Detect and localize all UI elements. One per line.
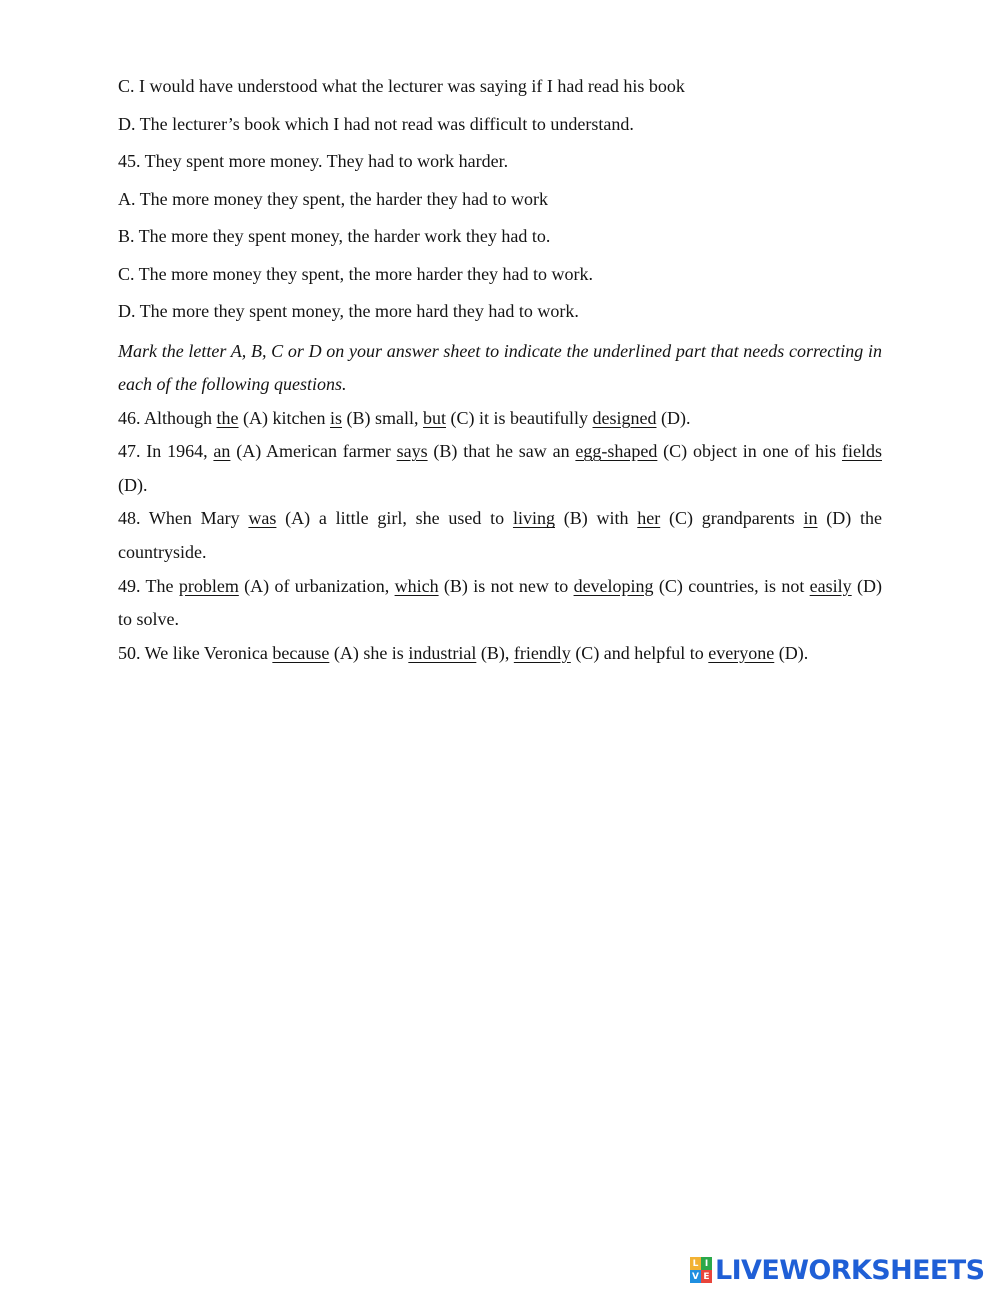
q47-underlined-a: an [213, 441, 231, 462]
liveworksheets-logo[interactable] [690, 1254, 984, 1286]
question-50 [118, 637, 882, 671]
q46-text-4: (C) it is beautifully [446, 407, 593, 428]
q46-underlined-c: but [423, 407, 447, 428]
q48-text-4: (C) grandparents [660, 508, 804, 529]
q50-text-4: (C) and helpful to [570, 642, 709, 663]
question-45: 45. They spent more money. They had to work harder. [118, 151, 509, 171]
q46-text-1: 46. Although [118, 407, 217, 428]
question-49 [118, 570, 882, 637]
q49-underlined-a: problem [178, 575, 239, 596]
q47-text-5: (D). [118, 474, 148, 495]
option-44d: D. The lecturer’s book which I had not read was difficult to understand. [118, 113, 634, 134]
q48-text-2: (A) a little girl, she used to [276, 508, 513, 529]
q48-underlined-d: in [803, 508, 818, 529]
q50-underlined-b: industrial [408, 642, 477, 663]
logo-tile-e: E [701, 1270, 712, 1283]
q50-underlined-a: because [272, 642, 330, 663]
q47-underlined-b: says [396, 441, 428, 462]
liveworksheets-logo-text: LIVEWORKSHEETS [715, 1254, 985, 1286]
question-46 [118, 402, 882, 436]
option-45c: C. The more money they spent, the more harder they had to work. [118, 263, 594, 284]
liveworksheets-logo-icon [690, 1257, 712, 1283]
q49-text-4: (C) countries, is not [653, 575, 810, 596]
q47-underlined-c: egg-shaped [575, 441, 658, 462]
option-45a: A. The more money they spent, the harder they had to work [118, 188, 549, 209]
q48-text-1: 48. When Mary [118, 508, 249, 529]
q47-text-4: (C) object in one of his [657, 441, 842, 462]
q48-underlined-a: was [248, 508, 277, 529]
q49-text-3: (B) is not new to [438, 575, 574, 596]
q48-text-5: (D) the countryside. [118, 508, 882, 563]
q46-text-3: (B) small, [342, 407, 423, 428]
document-page [118, 72, 882, 670]
q47-text-1: 47. In 1964, [118, 441, 214, 462]
q49-text-1: 49. The [118, 575, 179, 596]
q48-underlined-c: her [637, 508, 661, 529]
q46-underlined-d: designed [592, 407, 657, 428]
q49-text-5: (D) to solve. [118, 575, 882, 630]
q49-text-2: (A) of urbanization, [238, 575, 395, 596]
question-48 [118, 502, 882, 569]
q47-text-2: (A) American farmer [230, 441, 397, 462]
q49-underlined-c: developing [573, 575, 654, 596]
logo-tile-l: L [690, 1257, 701, 1270]
q50-text-3: (B), [476, 642, 514, 663]
q46-text-2: (A) kitchen [238, 407, 330, 428]
q50-text-2: (A) she is [329, 642, 409, 663]
logo-tile-i: I [701, 1257, 712, 1270]
q50-text-1: 50. We like Veronica [118, 642, 273, 663]
q49-underlined-b: which [394, 575, 439, 596]
q47-underlined-d: fields [841, 441, 882, 462]
q46-text-5: (D). [656, 407, 691, 428]
logo-tile-v: V [690, 1270, 701, 1283]
q48-underlined-b: living [512, 508, 555, 529]
q46-underlined-b: is [329, 407, 342, 428]
q47-text-3: (B) that he saw an [427, 441, 576, 462]
option-45b: B. The more they spent money, the harder work they had to. [118, 226, 551, 246]
section-instruction: Mark the letter A, B, C or D on your answer sheet to indicate the underlined part that needs correcting in each of the following questions. [118, 340, 882, 395]
q46-underlined-a: the [216, 407, 239, 428]
q49-underlined-d: easily [809, 575, 852, 596]
option-44c: C. I would have understood what the lecturer was saying if I had read his book [118, 76, 685, 96]
question-47 [118, 435, 882, 502]
q50-underlined-d: everyone [708, 642, 775, 663]
q50-underlined-c: friendly [513, 642, 571, 663]
q48-text-3: (B) with [554, 508, 638, 529]
option-45d: D. The more they spent money, the more hard they had to work. [118, 301, 579, 321]
q50-text-5: (D). [774, 642, 809, 663]
